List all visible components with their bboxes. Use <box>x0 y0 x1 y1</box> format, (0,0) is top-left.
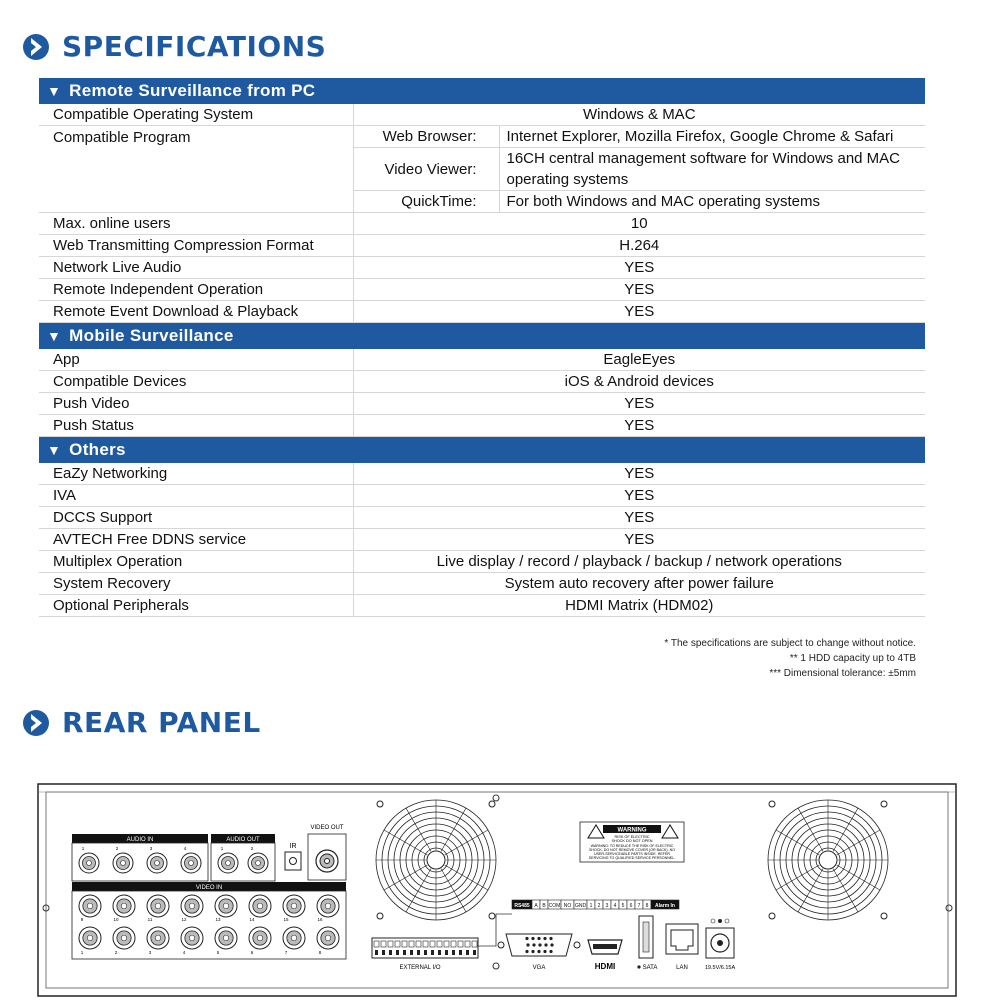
ir-label: IR <box>289 843 297 850</box>
spec-label: Compatible Operating System <box>39 104 353 126</box>
spec-value: YES <box>353 257 925 279</box>
spec-value: System auto recovery after power failure <box>353 573 925 595</box>
audio-out-connector <box>218 853 238 873</box>
warning-line: USER-SERVICEABLE PARTS INSIDE. REFER <box>594 852 670 856</box>
spec-value: 16CH central management software for Windows and MAC operating systems <box>499 148 925 191</box>
spec-value: HDMI Matrix (HDM02) <box>353 595 925 617</box>
sata-slot <box>643 922 649 952</box>
vga-pin <box>544 943 547 946</box>
category-header <box>39 437 925 464</box>
spec-label: Push Status <box>39 415 353 437</box>
collapse-triangle-icon: ▼ <box>47 442 62 458</box>
spec-label: Web Transmitting Compression Format <box>39 235 353 257</box>
port-number: 1 <box>80 950 84 955</box>
vga-pin <box>525 937 528 940</box>
spec-label: Optional Peripherals <box>39 595 353 617</box>
terminal-label: 2 <box>597 903 601 909</box>
spec-label: AVTECH Free DDNS service <box>39 529 353 551</box>
spec-value: YES <box>353 529 925 551</box>
spec-sublabel: QuickTime: <box>353 191 499 213</box>
port-number: 2 <box>114 950 118 955</box>
warning-line: SHOCK, DO NOT REMOVE COVER (OR BACK). NO <box>589 848 675 852</box>
collapse-triangle-icon: ▼ <box>47 328 62 344</box>
spec-label: Max. online users <box>39 213 353 235</box>
warning-title: WARNING <box>617 827 647 834</box>
audio-in-label: AUDIO IN <box>126 837 154 843</box>
port-number: 14 <box>249 917 255 922</box>
spec-row <box>39 529 925 551</box>
terminal-label: 8 <box>645 903 649 909</box>
spec-value: YES <box>353 463 925 485</box>
spec-row <box>39 415 925 437</box>
video-in-connector <box>249 927 271 949</box>
spec-value: EagleEyes <box>353 349 925 371</box>
video-in-connector <box>317 895 339 917</box>
video-in-connector <box>181 927 203 949</box>
warning-line: WARNING: TO REDUCE THE RISK OF ELECTRIC <box>590 844 674 848</box>
spec-value: Internet Explorer, Mozilla Firefox, Google Chrome & Safari <box>499 126 925 148</box>
video-in-connector <box>79 927 101 949</box>
spec-label: App <box>39 349 353 371</box>
video-out-bnc <box>316 850 338 872</box>
audio-in-connector <box>181 853 201 873</box>
note-line: * The specifications are subject to change without notice. <box>664 638 916 649</box>
lan-port <box>666 924 698 954</box>
spec-value: Windows & MAC <box>353 104 925 126</box>
vga-pin <box>526 943 529 946</box>
sata-label: SATA <box>642 965 658 971</box>
external-io-terminal <box>372 938 478 958</box>
spec-value: YES <box>353 507 925 529</box>
terminal-label: NO <box>563 903 572 909</box>
spec-row <box>39 301 925 323</box>
terminal-label: Alarm In <box>654 903 676 909</box>
vga-label: VGA <box>532 965 546 971</box>
port-number: 1 <box>81 846 85 851</box>
section-title: REAR PANEL <box>62 706 261 739</box>
power-label: 19.5V/6.15A <box>704 965 736 971</box>
port-number: 4 <box>183 846 187 851</box>
terminal-label: 3 <box>605 903 609 909</box>
spec-label: System Recovery <box>39 573 353 595</box>
hdmi-logo: HDMI <box>594 962 616 971</box>
warning-line: SERVICING TO QUALIFIED SERVICE PERSONNEL. <box>588 856 676 860</box>
spec-row <box>39 551 925 573</box>
spec-value: 10 <box>353 213 925 235</box>
vga-pin <box>550 943 553 946</box>
video-in-connector <box>147 927 169 949</box>
terminal-label: 1 <box>589 903 593 909</box>
audio-in-connector <box>113 853 133 873</box>
port-number: 8 <box>318 950 322 955</box>
video-in-connector <box>79 895 101 917</box>
audio-out-label: AUDIO OUT <box>226 837 260 843</box>
vga-pin <box>531 950 534 953</box>
spec-row <box>39 279 925 301</box>
arrow-circle-icon <box>22 33 50 61</box>
vga-pin <box>532 943 535 946</box>
spec-row <box>39 126 925 148</box>
spec-row <box>39 573 925 595</box>
port-number: 6 <box>250 950 254 955</box>
terminal-label: A <box>534 903 538 909</box>
spec-row <box>39 393 925 415</box>
spec-value: Live display / record / playback / backup / network operations <box>353 551 925 573</box>
video-out-label: VIDEO OUT <box>310 825 344 831</box>
vga-pin <box>543 950 546 953</box>
video-in-connector <box>215 927 237 949</box>
port-number: 7 <box>284 950 288 955</box>
spec-row <box>39 371 925 393</box>
external-io-label: EXTERNAL I/O <box>399 965 441 971</box>
category-header <box>39 78 925 104</box>
video-in-label: VIDEO IN <box>195 885 223 891</box>
spec-label: IVA <box>39 485 353 507</box>
port-number: 11 <box>147 917 153 922</box>
spec-label: Remote Event Download & Playback <box>39 301 353 323</box>
vga-pin <box>525 950 528 953</box>
spec-label: Push Video <box>39 393 353 415</box>
port-number: 16 <box>317 917 323 922</box>
audio-in-connector <box>147 853 167 873</box>
port-number: 2 <box>250 846 254 851</box>
terminal-label: COM <box>548 903 561 909</box>
arrow-circle-icon <box>22 709 50 737</box>
video-in-connector <box>113 895 135 917</box>
spec-label: Multiplex Operation <box>39 551 353 573</box>
sata-dot <box>637 965 640 968</box>
audio-out-connector <box>248 853 268 873</box>
terminal-label: 4 <box>613 903 617 909</box>
spec-label: Network Live Audio <box>39 257 353 279</box>
video-in-connector <box>283 895 305 917</box>
port-number: 15 <box>283 917 289 922</box>
spec-value: YES <box>353 279 925 301</box>
vga-pin <box>537 950 540 953</box>
terminal-label: B <box>542 903 546 909</box>
category-title: Remote Surveillance from PC <box>69 81 316 100</box>
spec-label: Compatible Devices <box>39 371 353 393</box>
vga-pin <box>531 937 534 940</box>
hdmi-port <box>588 940 622 954</box>
vga-pin <box>543 937 546 940</box>
spec-row <box>39 235 925 257</box>
port-number: 13 <box>215 917 221 922</box>
port-number: 3 <box>149 846 153 851</box>
port-number: 10 <box>113 917 119 922</box>
terminal-label: GND <box>574 903 587 909</box>
category-title: Mobile Surveillance <box>69 326 234 345</box>
video-in-connector <box>283 927 305 949</box>
note-line: ** 1 HDD capacity up to 4TB <box>789 653 916 664</box>
warning-line: SHOCK DO NOT OPEN <box>611 839 653 843</box>
spec-label: Remote Independent Operation <box>39 279 353 301</box>
specifications-table <box>39 78 925 617</box>
spec-value: H.264 <box>353 235 925 257</box>
note-line: *** Dimensional tolerance: ±5mm <box>769 668 916 679</box>
video-in-connector <box>215 895 237 917</box>
video-in-connector <box>181 895 203 917</box>
warning-line: RISK OF ELECTRIC <box>614 835 650 839</box>
rear-panel-diagram <box>0 770 994 1006</box>
spec-row <box>39 104 925 126</box>
port-number: 12 <box>181 917 187 922</box>
ir-jack <box>290 858 297 865</box>
specification-notes <box>664 636 916 681</box>
vga-pin <box>549 937 552 940</box>
spec-value: YES <box>353 415 925 437</box>
collapse-triangle-icon: ▼ <box>47 83 62 99</box>
vga-pin <box>537 937 540 940</box>
spec-value: YES <box>353 485 925 507</box>
spec-value: YES <box>353 393 925 415</box>
category-header <box>39 323 925 350</box>
video-in-connector <box>249 895 271 917</box>
port-number: 2 <box>115 846 119 851</box>
spec-row <box>39 213 925 235</box>
port-number: 3 <box>148 950 152 955</box>
spec-row <box>39 463 925 485</box>
port-number: 5 <box>216 950 220 955</box>
specifications-heading <box>22 30 326 63</box>
section-title: SPECIFICATIONS <box>62 30 327 63</box>
spec-label: DCCS Support <box>39 507 353 529</box>
spec-value: For both Windows and MAC operating systems <box>499 191 925 213</box>
spec-value: iOS & Android devices <box>353 371 925 393</box>
terminal-label: 5 <box>621 903 625 909</box>
rear-panel-heading <box>22 706 261 739</box>
spec-row <box>39 507 925 529</box>
spec-value: YES <box>353 301 925 323</box>
video-in-connector <box>317 927 339 949</box>
video-in-connector <box>113 927 135 949</box>
lan-label: LAN <box>676 965 688 971</box>
terminal-label: RS485 <box>514 903 530 909</box>
audio-in-connector <box>79 853 99 873</box>
spec-row <box>39 257 925 279</box>
video-in-connector <box>147 895 169 917</box>
spec-row <box>39 349 925 371</box>
spec-sublabel: Video Viewer: <box>353 148 499 191</box>
spec-row <box>39 485 925 507</box>
port-number: 4 <box>182 950 186 955</box>
spec-label: Compatible Program <box>39 126 353 213</box>
spec-sublabel: Web Browser: <box>353 126 499 148</box>
vga-pin <box>549 950 552 953</box>
spec-row <box>39 595 925 617</box>
port-number: 9 <box>80 917 84 922</box>
vga-pin <box>538 943 541 946</box>
category-title: Others <box>69 440 126 459</box>
terminal-label: 7 <box>637 903 641 909</box>
terminal-label: 6 <box>629 903 633 909</box>
port-number: 1 <box>220 846 224 851</box>
spec-label: EaZy Networking <box>39 463 353 485</box>
